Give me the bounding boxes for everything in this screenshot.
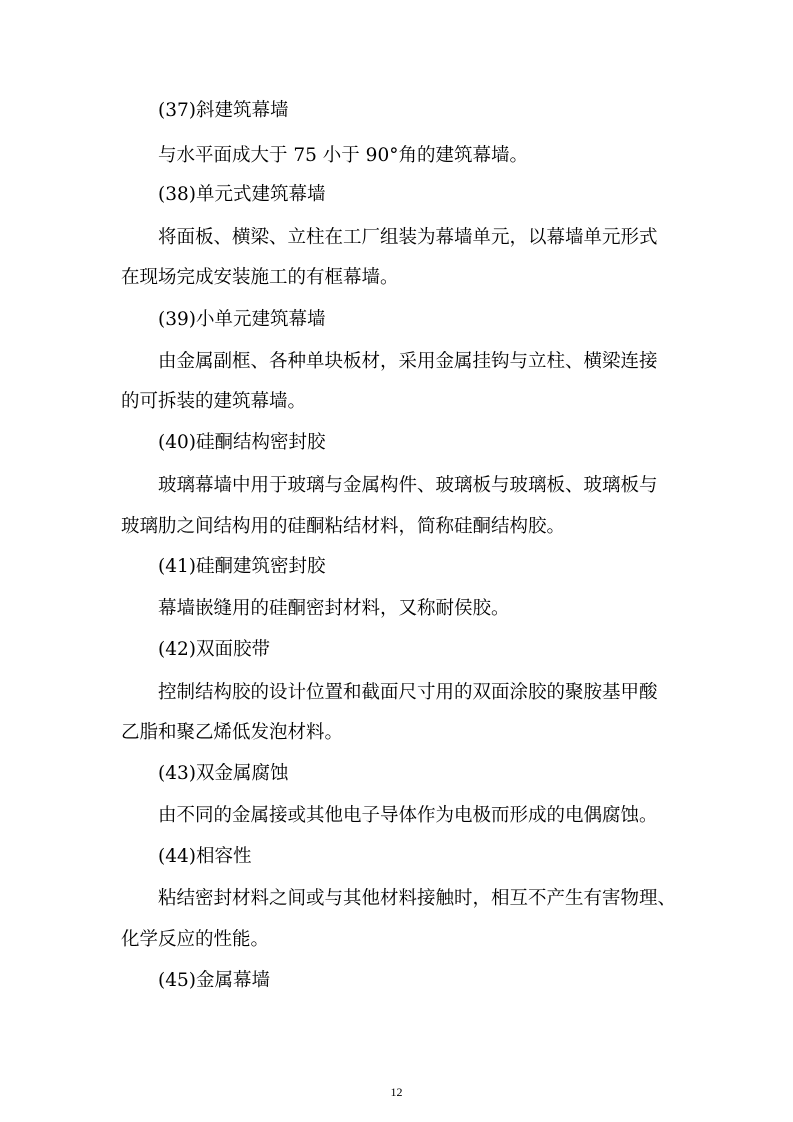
entry-heading: (39)小单元建筑幕墙 xyxy=(158,309,326,330)
entry-heading: (41)硅酮建筑密封胶 xyxy=(158,556,326,577)
entry-text: 由金属副框、各种单块板材，采用金属挂钩与立柱、横梁连接 xyxy=(158,351,658,372)
entry-text: 乙脂和聚乙烯低发泡材料。 xyxy=(121,722,344,743)
entry-heading: (43)双金属腐蚀 xyxy=(158,763,289,784)
entry-heading: (37)斜建筑幕墙 xyxy=(158,100,289,121)
entry-heading: (40)硅酮结构密封胶 xyxy=(158,432,326,453)
entry-text: 与水平面成大于 75 小于 90°角的建筑幕墙。 xyxy=(158,145,528,166)
entry-text: 将面板、横梁、立柱在工厂组装为幕墙单元，以幕墙单元形式 xyxy=(158,227,658,248)
entry-text: 控制结构胶的设计位置和截面尺寸用的双面涂胶的聚胺基甲酸 xyxy=(158,682,658,703)
entry-text: 由不同的金属接或其他电子导体作为电极而形成的电偶腐蚀。 xyxy=(158,805,658,826)
entry-heading: (38)单元式建筑幕墙 xyxy=(158,184,326,205)
entry-text: 的可拆装的建筑幕墙。 xyxy=(121,391,307,412)
entry-text: 玻璃幕墙中用于玻璃与金属构件、玻璃板与玻璃板、玻璃板与 xyxy=(158,475,658,496)
page-number: 12 xyxy=(390,1085,403,1099)
entry-text: 化学反应的性能。 xyxy=(121,929,270,950)
entry-heading: (44)相容性 xyxy=(158,846,252,867)
entry-heading: (45)金属幕墙 xyxy=(158,970,270,991)
entry-text: 在现场完成安装施工的有框幕墙。 xyxy=(121,267,399,288)
entry-text: 粘结密封材料之间或与其他材料接触时，相互不产生有害物理、 xyxy=(158,888,677,909)
entry-text: 玻璃肋之间结构用的硅酮粘结材料，简称硅酮结构胶。 xyxy=(121,516,566,537)
entry-text: 幕墙嵌缝用的硅酮密封材料，又称耐侯胶。 xyxy=(158,598,510,619)
entry-heading: (42)双面胶带 xyxy=(158,639,270,660)
